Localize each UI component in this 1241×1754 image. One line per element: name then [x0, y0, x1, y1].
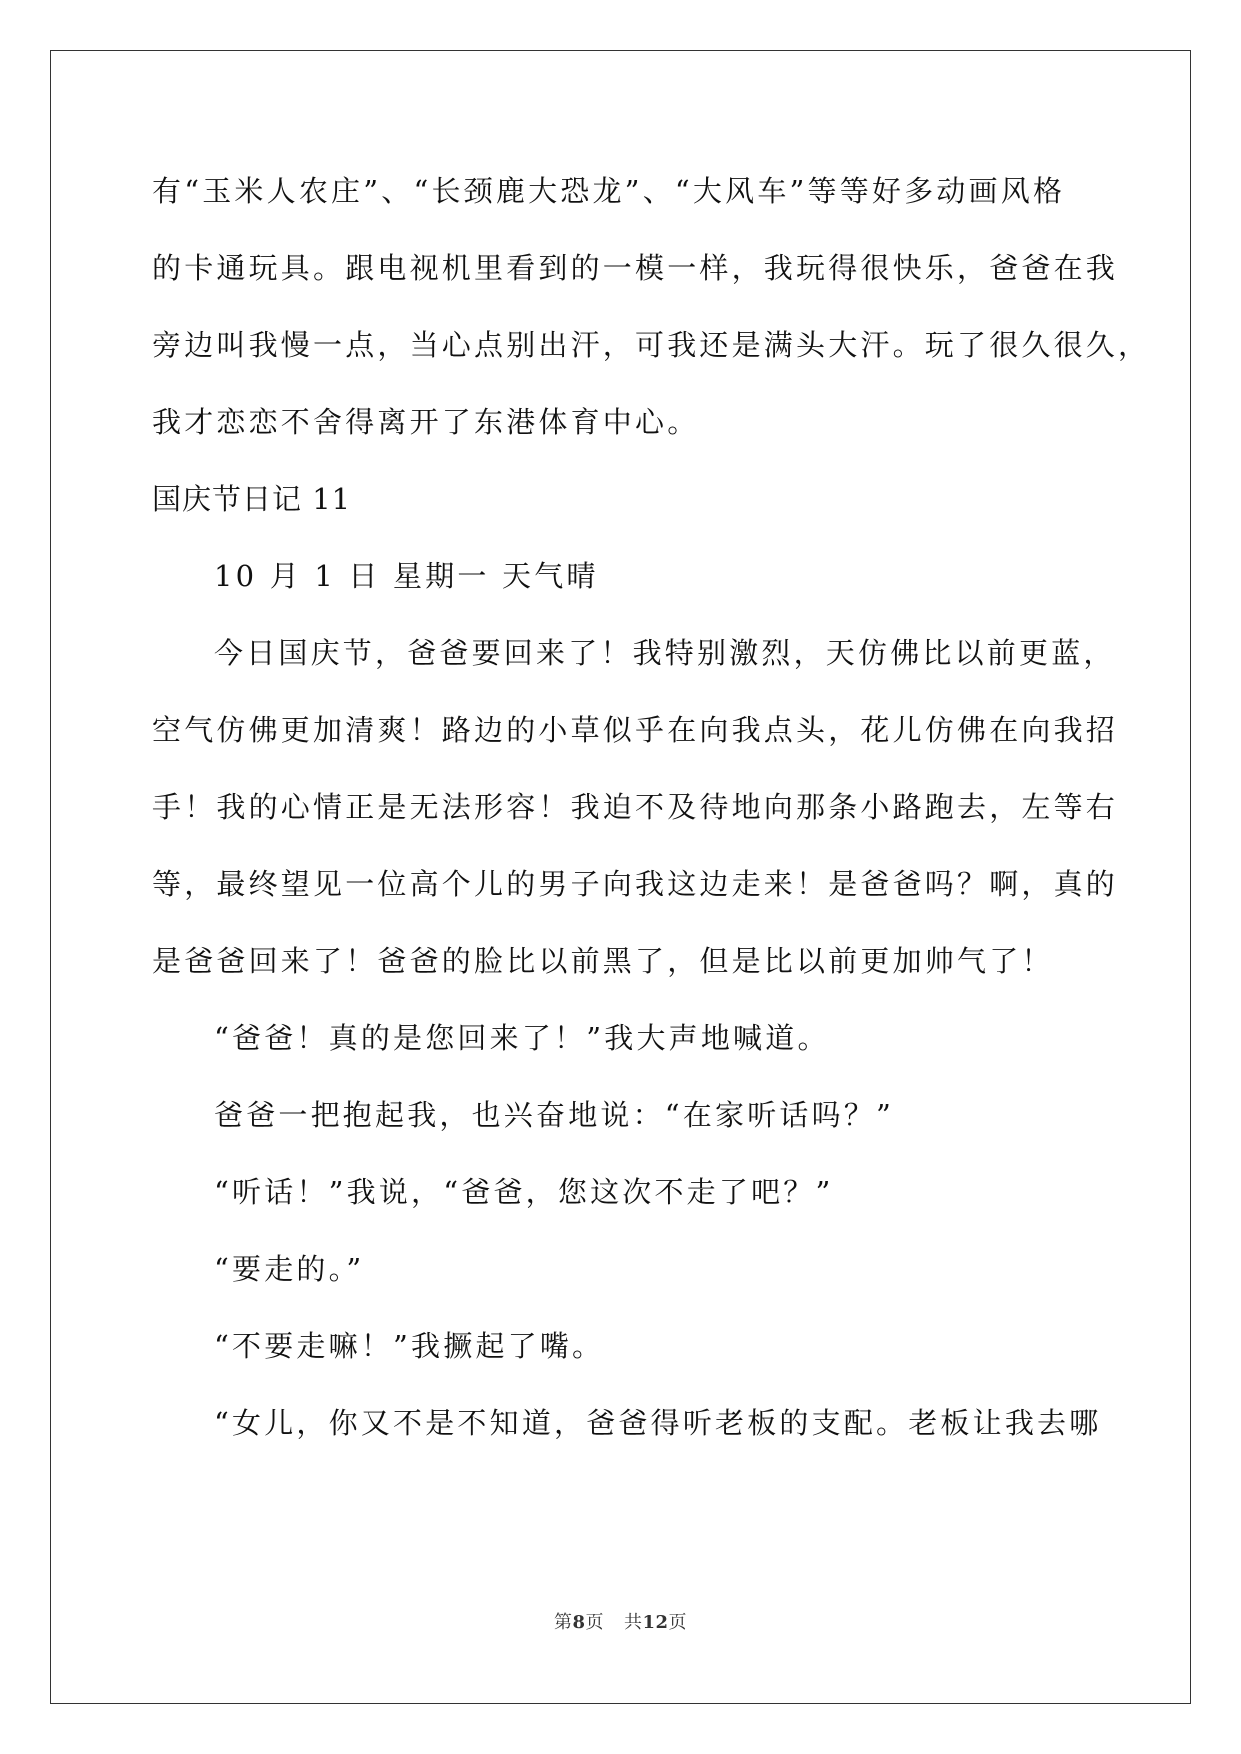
text-line: 的卡通玩具。跟电视机里看到的一模一样，我玩得很快乐，爸爸在我 — [152, 251, 1119, 285]
page-suffix: 页 — [585, 1612, 604, 1633]
text-line: 等，最终望见一位高个儿的男子向我这边走来！是爸爸吗？啊，真的 — [152, 867, 1119, 901]
page-footer — [0, 1608, 1241, 1634]
text-line: 我才恋恋不舍得离开了东港体育中心。 — [152, 405, 700, 439]
text-line: “爸爸！真的是您回来了！”我大声地喊道。 — [214, 1021, 830, 1055]
page-number: 8 — [572, 1612, 586, 1633]
document-body — [152, 166, 1151, 1475]
text-line: 今日国庆节，爸爸要回来了！我特别激烈，天仿佛比以前更蓝， — [214, 636, 1116, 670]
text-line: “听话！”我说，“爸爸，您这次不走了吧？” — [214, 1175, 834, 1209]
total-suffix: 页 — [668, 1612, 688, 1633]
text-line: 爸爸一把抱起我，也兴奋地说：“在家听话吗？” — [214, 1098, 895, 1132]
diary-date-line: 10 月 1 日 星期一 天气晴 — [214, 559, 599, 593]
text-line: “女儿，你又不是不知道，爸爸得听老板的支配。老板让我去哪 — [214, 1406, 1102, 1440]
text-line: 旁边叫我慢一点，当心点别出汗，可我还是满头大汗。玩了很久很久， — [152, 328, 1151, 362]
page-prefix: 第 — [553, 1612, 573, 1633]
total-prefix: 共 — [623, 1612, 643, 1633]
text-line: “不要走嘛！”我撅起了嘴。 — [214, 1329, 605, 1363]
total-pages: 12 — [642, 1612, 669, 1633]
section-heading: 国庆节日记 11 — [152, 482, 352, 516]
text-line: 是爸爸回来了！爸爸的脸比以前黑了，但是比以前更加帅气了！ — [152, 944, 1054, 978]
text-line: “要走的。” — [214, 1252, 365, 1286]
text-line: 有“玉米人农庄”、“长颈鹿大恐龙”、“大风车”等等好多动画风格 — [152, 174, 1066, 208]
text-line: 手！我的心情正是无法形容！我迫不及待地向那条小路跑去，左等右 — [152, 790, 1119, 824]
text-line: 空气仿佛更加清爽！路边的小草似乎在向我点头，花儿仿佛在向我招 — [152, 713, 1119, 747]
